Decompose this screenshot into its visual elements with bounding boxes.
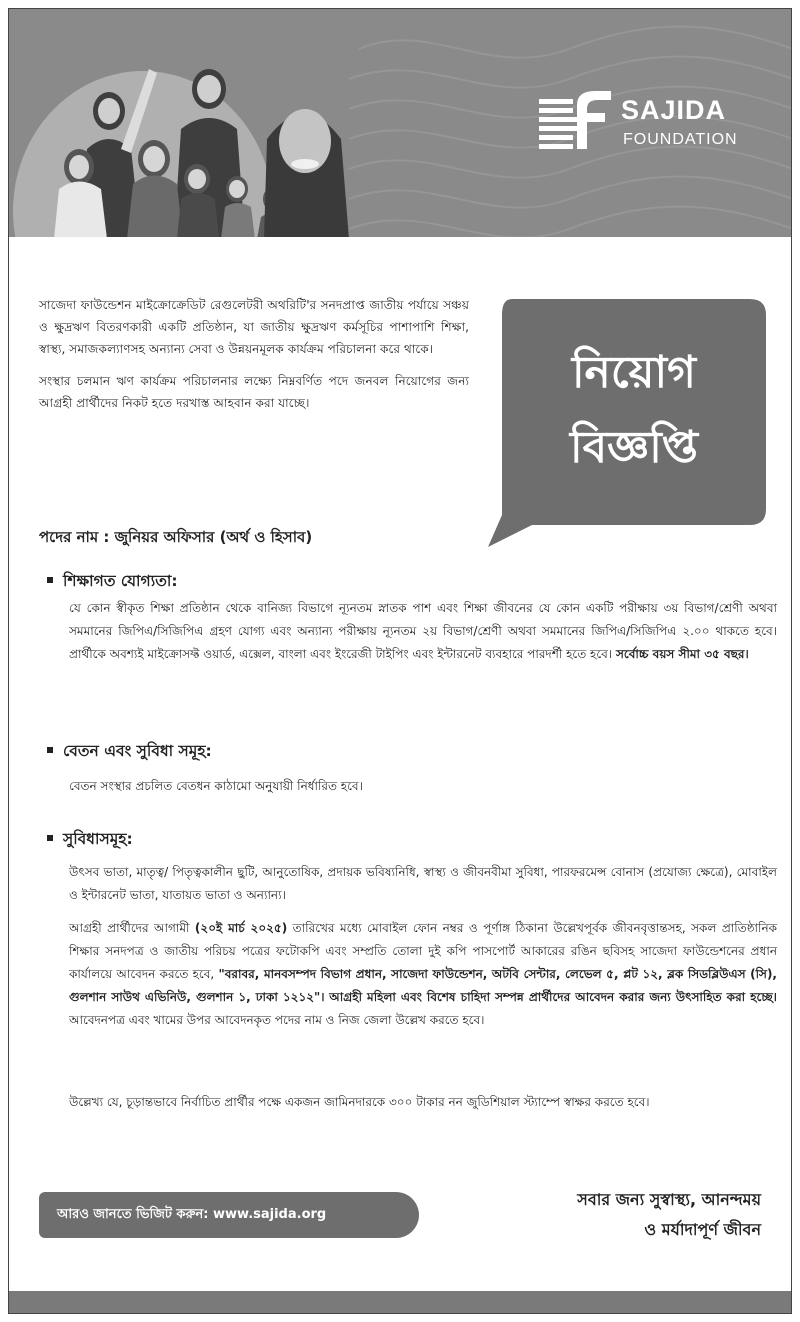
- brand-name: SAJIDA: [621, 95, 727, 125]
- headline-line-2: বিজ্ঞপ্তি: [570, 422, 698, 473]
- salary-heading: [47, 739, 212, 765]
- salary-text: বেতন সংস্থার প্রচলিত বেতধন কাঠামো অনুযায়ী নির্ধারিত হবে।: [69, 779, 363, 793]
- stamp-note: উল্লেখ্য যে, চূড়ান্তভাবে নির্বাচিত প্রার্থীর পক্ষে একজন জামিনদারকে ৩০০ টাকার নন জুডিশিয়াল স্ট্যাম্পে স্বাক্ষর করতে হবে।: [69, 1095, 650, 1109]
- application-details: তারিখের মধ্যে মোবাইল ফোন নম্বর ও পূর্ণাঙ্গ ঠিকানা উল্লেখপূর্বক জীবনবৃত্তান্তসহ, সকল প্রাতিষ্ঠানিক শিক্ষার সনদপত্র ও জাতীয় পরিচয় পত্রের ফটোকপি এবং সম্প্রতি তোলা দুই কপি পাসপোর্ট আকারের রঙিন ছবিসহ সাজেদা ফাউন্ডেশনের প্রধান কার্যালয়ে আবেদন করতে হবে,: [69, 921, 778, 981]
- intro-paragraph-2: সংস্থার চলমান ঋণ কার্যক্রম পরিচালনার লক্ষ্যে নিম্নবর্ণিত পদে জনবল নিয়োগের জন্য আগ্রহী প্রার্থীদের নিকট হতে দরখাস্ত আহবান করা যাচ্ছে।: [39, 374, 469, 410]
- education-body: যে কোন স্বীকৃত শিক্ষা প্রতিষ্ঠান থেকে বানিজ্য বিভাগে ন্যূনতম স্নাতক পাশ এবং শিক্ষা জীবনের যে কোন একটি পরীক্ষায় ৩য় বিভাগ/শ্রেণী অথবা সমমানের জিপিএ/সিজিপিএ গ্রহণ যোগ্য এবং অন্যান্য পরীক্ষায় ন্যূনতম ২য় বিভাগ/শ্রেণী অথবা সমমানের জিপিএ/সিজিপিএ ২.০০ থাকতে হবে। প্রার্থীকে অবশ্যই মাইক্রোসফ্ট ওয়ার্ড, এক্সেল, বাংলা এবং ইংরেজী টাইপিং এবং ইন্টারনেট ব্যবহারে পারদর্শী হতে হবে।: [69, 601, 777, 661]
- age-limit: সর্বোচ্চ বয়স সীমা ৩৫ বছর।: [615, 647, 749, 661]
- bullet-icon: [47, 577, 53, 583]
- deadline: (২০ই মার্চ ২০২৫): [194, 921, 288, 935]
- ad-frame: [8, 8, 792, 1314]
- sajida-logo-mark: [539, 91, 611, 153]
- encouragement: আগ্রহী মহিলা এবং বিশেষ চাহিদা সম্পন্ন প্রার্থীদের আবেদন করার জন্য উৎসাহিত করা হচ্ছে।: [329, 990, 777, 1004]
- slogan: [577, 1185, 761, 1245]
- education-heading: [47, 569, 178, 595]
- slogan-line-2: ও মর্যাদাপূর্ণ জীবন: [644, 1220, 761, 1239]
- brand-subtitle: FOUNDATION: [623, 131, 738, 148]
- headline-line-1: নিয়োগ: [571, 347, 697, 398]
- bullet-icon: [47, 747, 53, 753]
- bullet-icon: [47, 835, 53, 841]
- application-text: [69, 917, 777, 1032]
- benefits-text: উৎসব ভাতা, মাতৃত্ব/ পিতৃত্বকালীন ছুটি, আনুতোষিক, প্রদায়ক ভবিষ্যনিধি, স্বাস্থ্য ও জীবনবীমা সুবিধা, পারফরমেন্স বোনাস (প্রযোজ্য ক্ষেত্রে), মোবাইল ও ইন্টারনেট ভাতা, যাতায়ত ভাতা ও অন্যান্য।: [69, 865, 777, 902]
- benefits-heading: [47, 827, 133, 853]
- education-heading-text: শিক্ষাগত যোগ্যতা:: [63, 572, 178, 590]
- website-link[interactable]: আরও জানতে ভিজিট করুন: www.sajida.org: [39, 1192, 419, 1238]
- slogan-line-1: সবার জন্য সুস্বাস্থ্য, আনন্দময়: [577, 1190, 761, 1209]
- envelope-note: আবেদনপত্র এবং খামের উপর আবেদনকৃত পদের নাম ও নিজ জেলা উল্লেখ করতে হবে।: [69, 1013, 485, 1027]
- footer-bar: [9, 1291, 792, 1314]
- intro-paragraph-1: সাজেদা ফাউন্ডেশন মাইক্রোক্রেডিট রেগুলেটরী অথরিটি'র সনদপ্রাপ্ত জাতীয় পর্যায়ে সঞ্চয় ও ক্ষুদ্রঋণ বিতরণকারী একটি প্রতিষ্ঠান, যা জাতীয় ক্ষুদ্রঋণ কর্মসূচির পাশাপাশি শিক্ষা, স্বাস্থ্য, সমাজকল্যাণসহ অন্যান্য সেবা ও উন্নয়নমূলক কার্যক্রম পরিচালনা করে থাকে।: [39, 298, 469, 356]
- sajida-logo: [539, 91, 769, 153]
- post-title: পদের নাম : জুনিয়র অফিসার (অর্থ ও হিসাব): [39, 528, 313, 546]
- header-band: [9, 9, 792, 237]
- application-intro: আগ্রহী প্রার্থীদের আগামী: [69, 921, 190, 935]
- salary-heading-text: বেতন এবং সুবিধা সমূহ:: [63, 742, 212, 760]
- benefits-heading-text: সুবিধাসমূহ:: [63, 830, 133, 848]
- application-address: "বরাবর, মানবসম্পদ বিভাগ প্রধান, সাজেদা ফাউন্ডেশন, অটবি সেন্টার, লেভেল ৫, প্লট ১২, ব্লক সিডব্লিউএস (সি), গুলশান সাউথ এভিনিউ, গুলশান ১, ঢাকা ১২১২"।: [69, 967, 777, 1004]
- intro-text: [39, 294, 469, 414]
- education-text: [69, 597, 777, 666]
- group-portrait-photo: [49, 49, 359, 237]
